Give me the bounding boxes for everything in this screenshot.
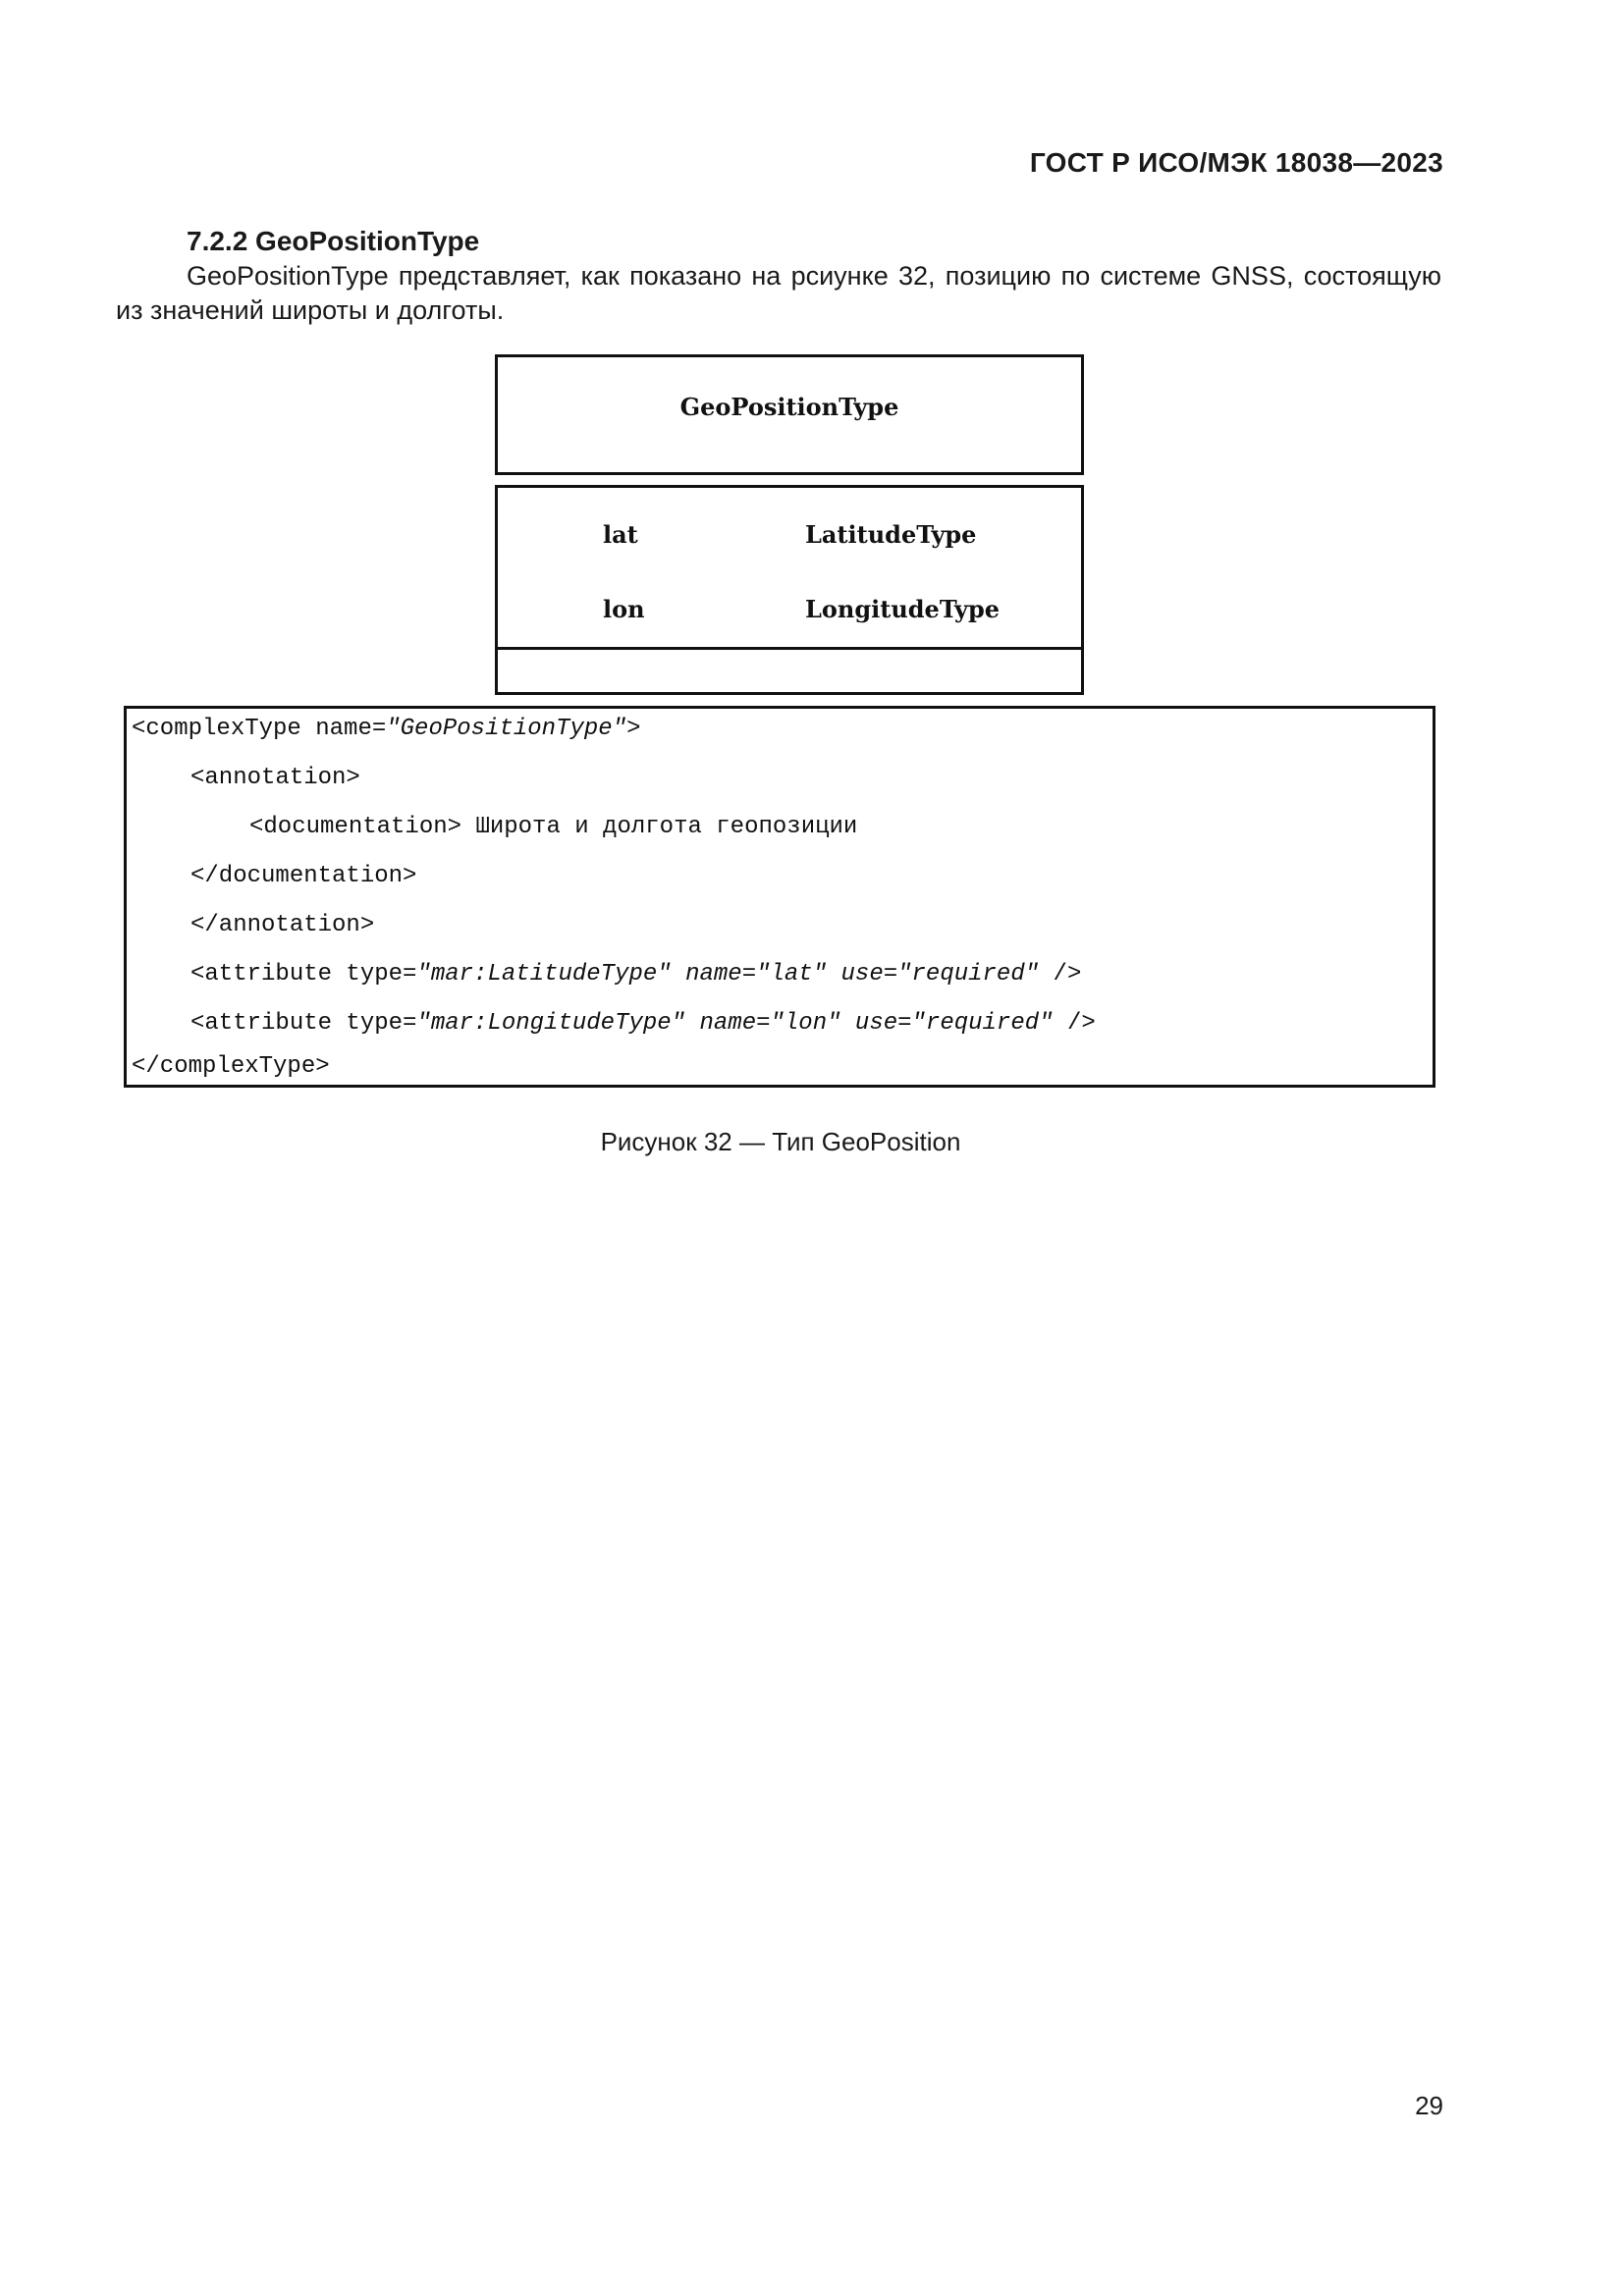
document-header-standard-id: ГОСТ Р ИСО/МЭК 18038—2023 xyxy=(1029,147,1443,178)
section-paragraph: GeoPositionType представляет, как показано на рсиунке 32, позицию по системе GNSS, состоящую из значений широты и долготы. xyxy=(116,261,1441,325)
code-line-complextype-close: </complexType> xyxy=(132,1053,330,1080)
code-line-complextype-open xyxy=(132,716,641,742)
code-token-italic: "mar:LongitudeType" name="lon" use="required" xyxy=(416,1010,1054,1037)
code-token-italic: "mar:LatitudeType" name="lat" use="required" xyxy=(416,961,1040,988)
code-line-documentation-close: </documentation> xyxy=(190,863,417,889)
uml-attribute-name-lon: lon xyxy=(603,595,645,623)
code-token-italic: "GeoPositionType" xyxy=(386,716,627,742)
figure-caption: Рисунок 32 — Тип GeoPosition xyxy=(600,1127,961,1156)
code-token: /> xyxy=(1053,1010,1096,1037)
code-line-annotation-close: </annotation> xyxy=(190,912,375,938)
uml-operations-compartment xyxy=(495,647,1084,695)
code-line-attribute-lon xyxy=(190,1010,1096,1037)
section-heading: 7.2.2 GeoPositionType xyxy=(187,226,480,256)
code-line-documentation: <documentation> Широта и долгота геопозиции xyxy=(249,814,858,840)
code-token: /> xyxy=(1039,961,1082,988)
uml-attributes-compartment xyxy=(495,485,1084,650)
code-line-attribute-lat xyxy=(190,961,1081,988)
code-token: <complexType name= xyxy=(132,716,387,742)
code-line-annotation-open: <annotation> xyxy=(190,765,360,791)
code-token: <attribute type= xyxy=(190,961,417,988)
page-number: 29 xyxy=(1415,2091,1443,2120)
uml-class-name: GeoPositionType xyxy=(679,393,899,421)
uml-attribute-type-lon: LongitudeType xyxy=(805,595,1001,623)
uml-attribute-type-lat: LatitudeType xyxy=(805,520,977,549)
code-token: <attribute type= xyxy=(190,1010,417,1037)
code-token: > xyxy=(626,716,641,742)
uml-attribute-name-lat: lat xyxy=(603,520,638,549)
